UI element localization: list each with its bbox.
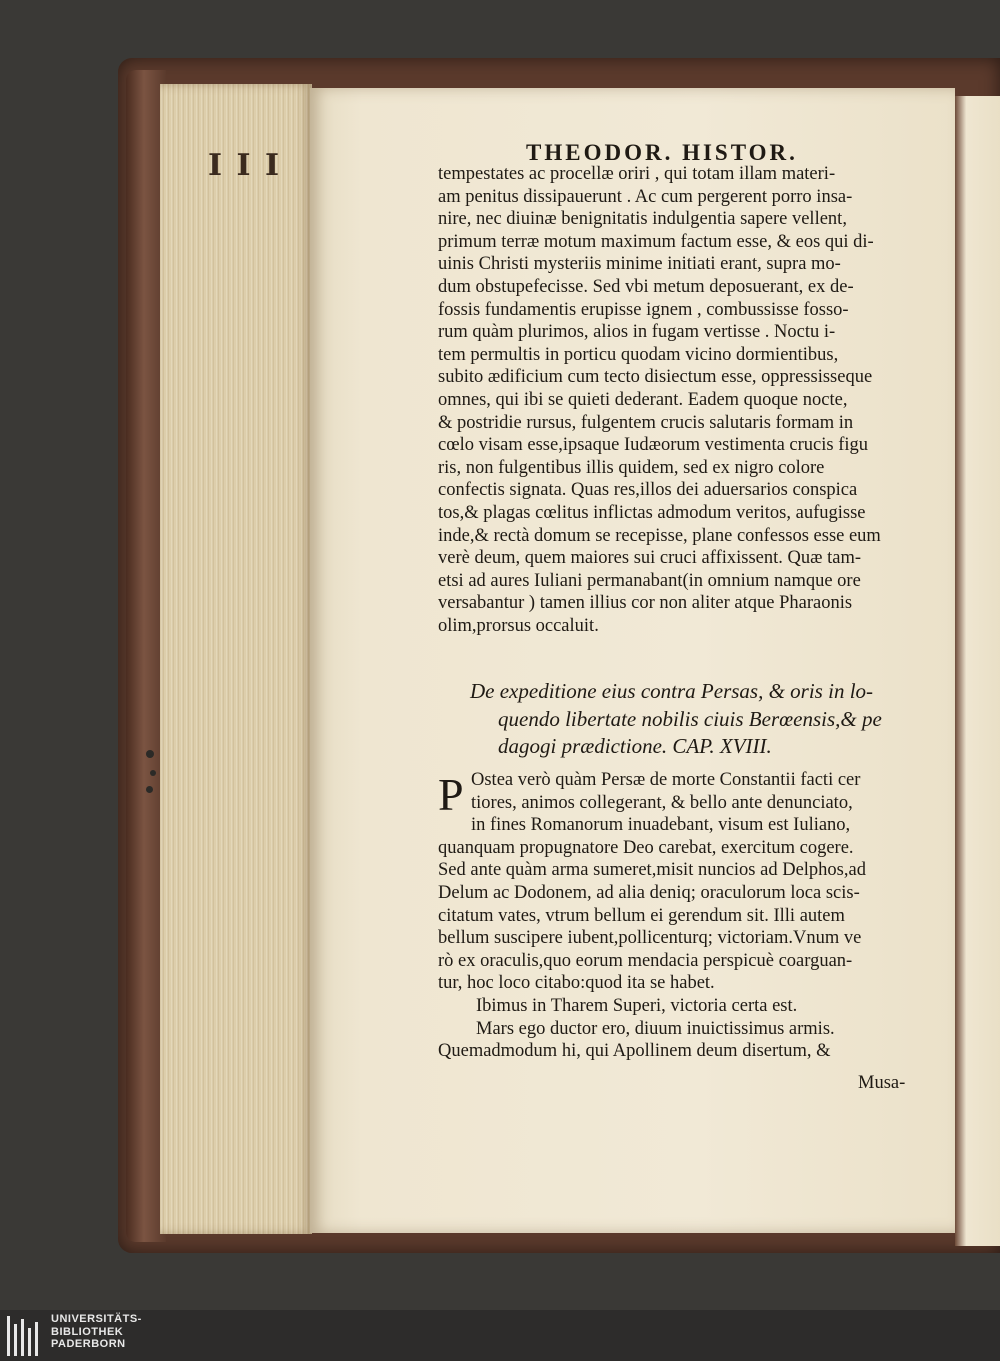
- text-line: Delum ac Dodonem, ad alia deniq; oraculorum loca scis-: [438, 882, 860, 903]
- binding-spot: [146, 750, 154, 758]
- text-line: Quemadmodum hi, qui Apollinem deum disertum, &: [438, 1041, 831, 1062]
- text-line: quanquam propugnatore Deo carebat, exercitum cogere.: [438, 837, 854, 858]
- text-line: inde,& rectà domum se recepisse, plane confessos esse eum: [438, 525, 881, 546]
- text-line: uinis Christi mysteriis minime initiati erant, supra mo-: [438, 254, 841, 275]
- binding-spot: [150, 770, 156, 776]
- catchword: Musa-: [858, 1073, 906, 1093]
- page-stack: [160, 84, 312, 1234]
- text-line: am penitus dissipauerunt . Ac cum pergerent porro insa-: [438, 186, 853, 207]
- text-line: bellum suscipere iubent,pollicenturq; victoriam.Vnum ve: [438, 928, 862, 949]
- library-name-line: BIBLIOTHEK: [51, 1325, 124, 1338]
- text-line: tiores, animos collegerant, & bello ante denunciato,: [471, 792, 853, 813]
- next-page-edge: [955, 96, 1000, 1246]
- chapter-heading-line: De expeditione eius contra Persas, & oris in lo-: [470, 679, 874, 703]
- text-line: primum terræ motum maximum factum esse, & eos qui di-: [438, 231, 874, 252]
- text-line: nire, nec diuinæ benignitatis indulgentia sapere vellent,: [438, 209, 847, 230]
- text-line: fossis fundamentis erupisse ignem , combussisse fosso-: [438, 299, 849, 320]
- library-name-line: PADERBORN: [51, 1338, 126, 1350]
- text-line: etsi ad aures Iuliani permanabant(in omnium namque ore: [438, 570, 861, 591]
- text-line: tur, hoc loco citabo:quod ita se habet.: [438, 973, 715, 994]
- text-line: rum quàm plurimos, alios in fugam vertisse . Noctu i-: [438, 322, 836, 343]
- text-line: tem permultis in porticu quodam vicino dormientibus,: [438, 344, 839, 365]
- text-line: confectis signata. Quas res,illos dei aduersarios conspica: [438, 480, 858, 501]
- text-line: ris, non fulgentibus illis quidem, sed ex nigro colore: [438, 457, 825, 478]
- chapter-heading-line: dagogi prædictione. CAP. XVIII.: [498, 734, 772, 758]
- text-line: in fines Romanorum inuadebant, visum est Iuliano,: [471, 815, 851, 836]
- binding-spot: [146, 786, 153, 793]
- text-line: omnes, qui ibi se quieti dederant. Eadem quoque nocte,: [438, 389, 848, 410]
- verse-line: Ibimus in Tharem Superi, victoria certa est.: [476, 995, 798, 1016]
- text-line: Ostea verò quàm Persæ de morte Constantii facti cer: [471, 770, 861, 790]
- library-name-line: UNIVERSITÄTS-: [51, 1313, 142, 1325]
- text-line: versabantur ) tamen illius cor non aliter atque Pharaonis: [438, 593, 853, 614]
- library-name: [51, 1313, 142, 1351]
- footer-bar: [0, 1310, 1000, 1361]
- page-stack-mark: I I I: [208, 148, 281, 183]
- chapter-heading: [470, 678, 882, 761]
- text-line: subito ædificium cum tecto disiectum esse, oppressisseque: [438, 367, 873, 388]
- chapter-heading-line: quendo libertate nobilis ciuis Berœensis,& pe: [498, 706, 882, 731]
- running-head: THEODOR. HISTOR.: [526, 140, 798, 165]
- text-line: verè deum, quem maiores sui cruci affixissent. Quæ tam-: [438, 548, 861, 569]
- drop-cap: P: [438, 769, 464, 820]
- text-line: rò ex oraculis,quo eorum mendacia perspicuè coarguan-: [438, 950, 853, 971]
- text-line: tempestates ac procellæ oriri , qui totam illam materi-: [438, 164, 836, 184]
- text-line: citatum vates, vtrum bellum ei gerendum sit. Illi autem: [438, 905, 845, 926]
- text-line: tos,& plagas cœlitus inflictas admodum veritos, aufugisse: [438, 502, 866, 523]
- text-line: cœlo visam esse,ipsaque Iudæorum vestimenta crucis figu: [438, 435, 869, 456]
- paragraph-2: [438, 769, 866, 1063]
- text-line: & postridie rursus, fulgentem crucis salutaris formam in: [438, 412, 854, 433]
- library-logo: [5, 1314, 45, 1358]
- verse-line: Mars ego ductor ero, diuum inuictissimus armis.: [476, 1018, 835, 1039]
- paragraph-1: [438, 163, 881, 637]
- text-line: Sed ante quàm arma sumeret,misit nuncios ad Delphos,ad: [438, 860, 866, 881]
- text-line: dum obstupefecisse. Sed vbi metum deposuerant, ex de-: [438, 276, 854, 297]
- text-line: olim,prorsus occaluit.: [438, 615, 599, 636]
